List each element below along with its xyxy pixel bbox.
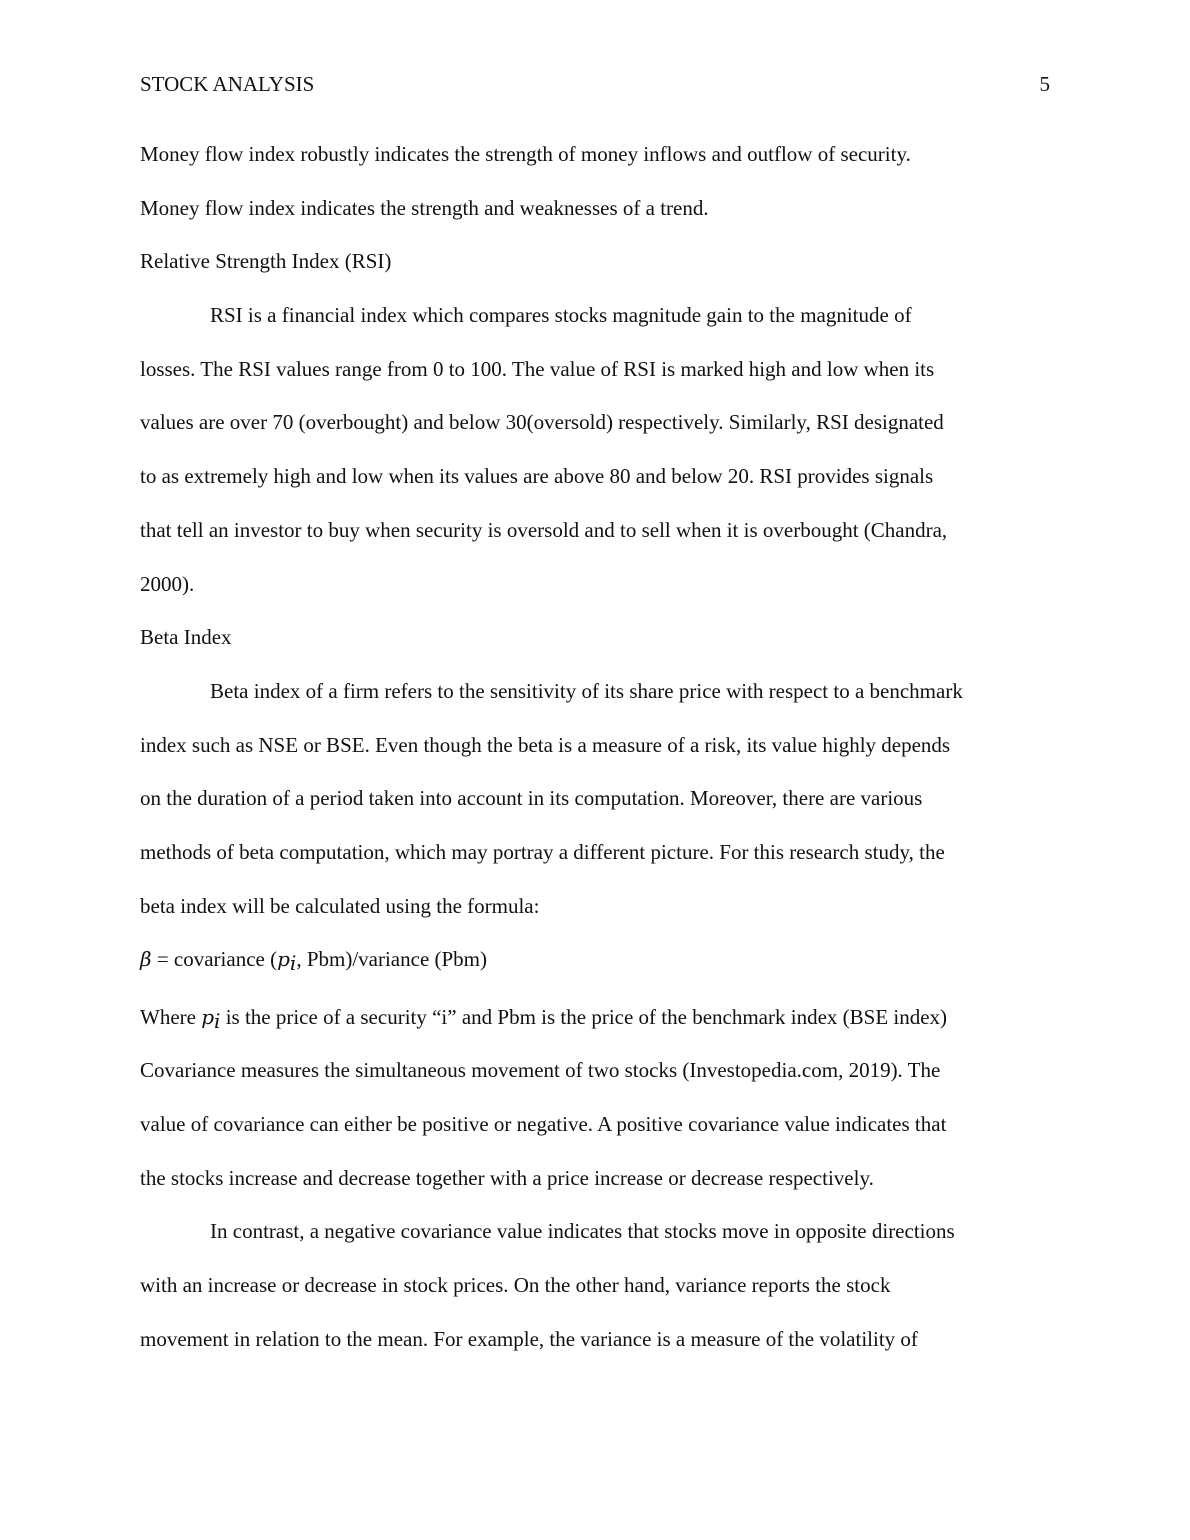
where-text: is the price of a security “i” and Pbm is the price of the benchmark index (BSE index): [220, 1004, 948, 1029]
paragraph-line: Beta index of a firm refers to the sensitivity of its share price with respect to a benchmark: [210, 678, 963, 703]
paragraph-line: beta index will be calculated using the formula:: [140, 893, 540, 918]
paragraph-line: value of covariance can either be positive or negative. A positive covariance value indicates that: [140, 1111, 947, 1136]
paragraph-line: RSI is a financial index which compares stocks magnitude gain to the magnitude of: [210, 303, 912, 328]
paragraph-line: Money flow index indicates the strength and weaknesses of a trend.: [140, 195, 709, 220]
section-heading-rsi: Relative Strength Index (RSI): [140, 249, 392, 274]
price-symbol: p: [201, 1004, 215, 1029]
where-line: [140, 1003, 1052, 1057]
price-subscript: i: [214, 1008, 221, 1033]
paragraph-line: the stocks increase and decrease together with a price increase or decrease respectively.: [140, 1165, 874, 1190]
paragraph-line: to as extremely high and low when its values are above 80 and below 20. RSI provides signals: [140, 464, 934, 489]
where-prefix: Where: [140, 1004, 202, 1029]
paragraph-line: with an increase or decrease in stock prices. On the other hand, variance reports the stock: [140, 1272, 891, 1297]
paragraph-line: Covariance measures the simultaneous movement of two stocks (Investopedia.com, 2019). The: [140, 1058, 941, 1083]
paragraph-line: that tell an investor to buy when security is oversold and to sell when it is overbought (Chandra,: [140, 517, 948, 542]
paragraph-line: index such as NSE or BSE. Even though the beta is a measure of a risk, its value highly depends: [140, 732, 951, 757]
paragraph-line: losses. The RSI values range from 0 to 100. The value of RSI is marked high and low when its: [140, 356, 935, 381]
page-number: 5: [1039, 72, 1050, 96]
price-subscript: i: [289, 951, 297, 976]
price-symbol: p: [277, 947, 290, 972]
formula-text: = covariance (: [151, 947, 278, 972]
paragraph-line: 2000).: [140, 571, 195, 596]
paragraph-line: on the duration of a period taken into account in its computation. Moreover, there are various: [140, 786, 923, 811]
paragraph-line: Money flow index robustly indicates the strength of money inflows and outflow of security.: [140, 142, 911, 166]
paragraph-line: movement in relation to the mean. For example, the variance is a measure of the volatility of: [140, 1326, 918, 1351]
section-heading-beta: Beta Index: [140, 625, 232, 650]
paragraph-line: In contrast, a negative covariance value indicates that stocks move in opposite directions: [210, 1219, 955, 1244]
paragraph-line: methods of beta computation, which may portray a different picture. For this research study, the: [140, 839, 945, 864]
beta-symbol: β: [140, 947, 152, 972]
page-header: [140, 70, 1050, 98]
beta-formula: [140, 945, 1052, 999]
paragraph-line: values are over 70 (overbought) and below 30(oversold) respectively. Similarly, RSI designated: [140, 410, 944, 435]
document-body: [140, 140, 1052, 1378]
formula-text: , Pbm)/variance (Pbm): [296, 947, 488, 972]
running-head: STOCK ANALYSIS: [140, 72, 315, 96]
